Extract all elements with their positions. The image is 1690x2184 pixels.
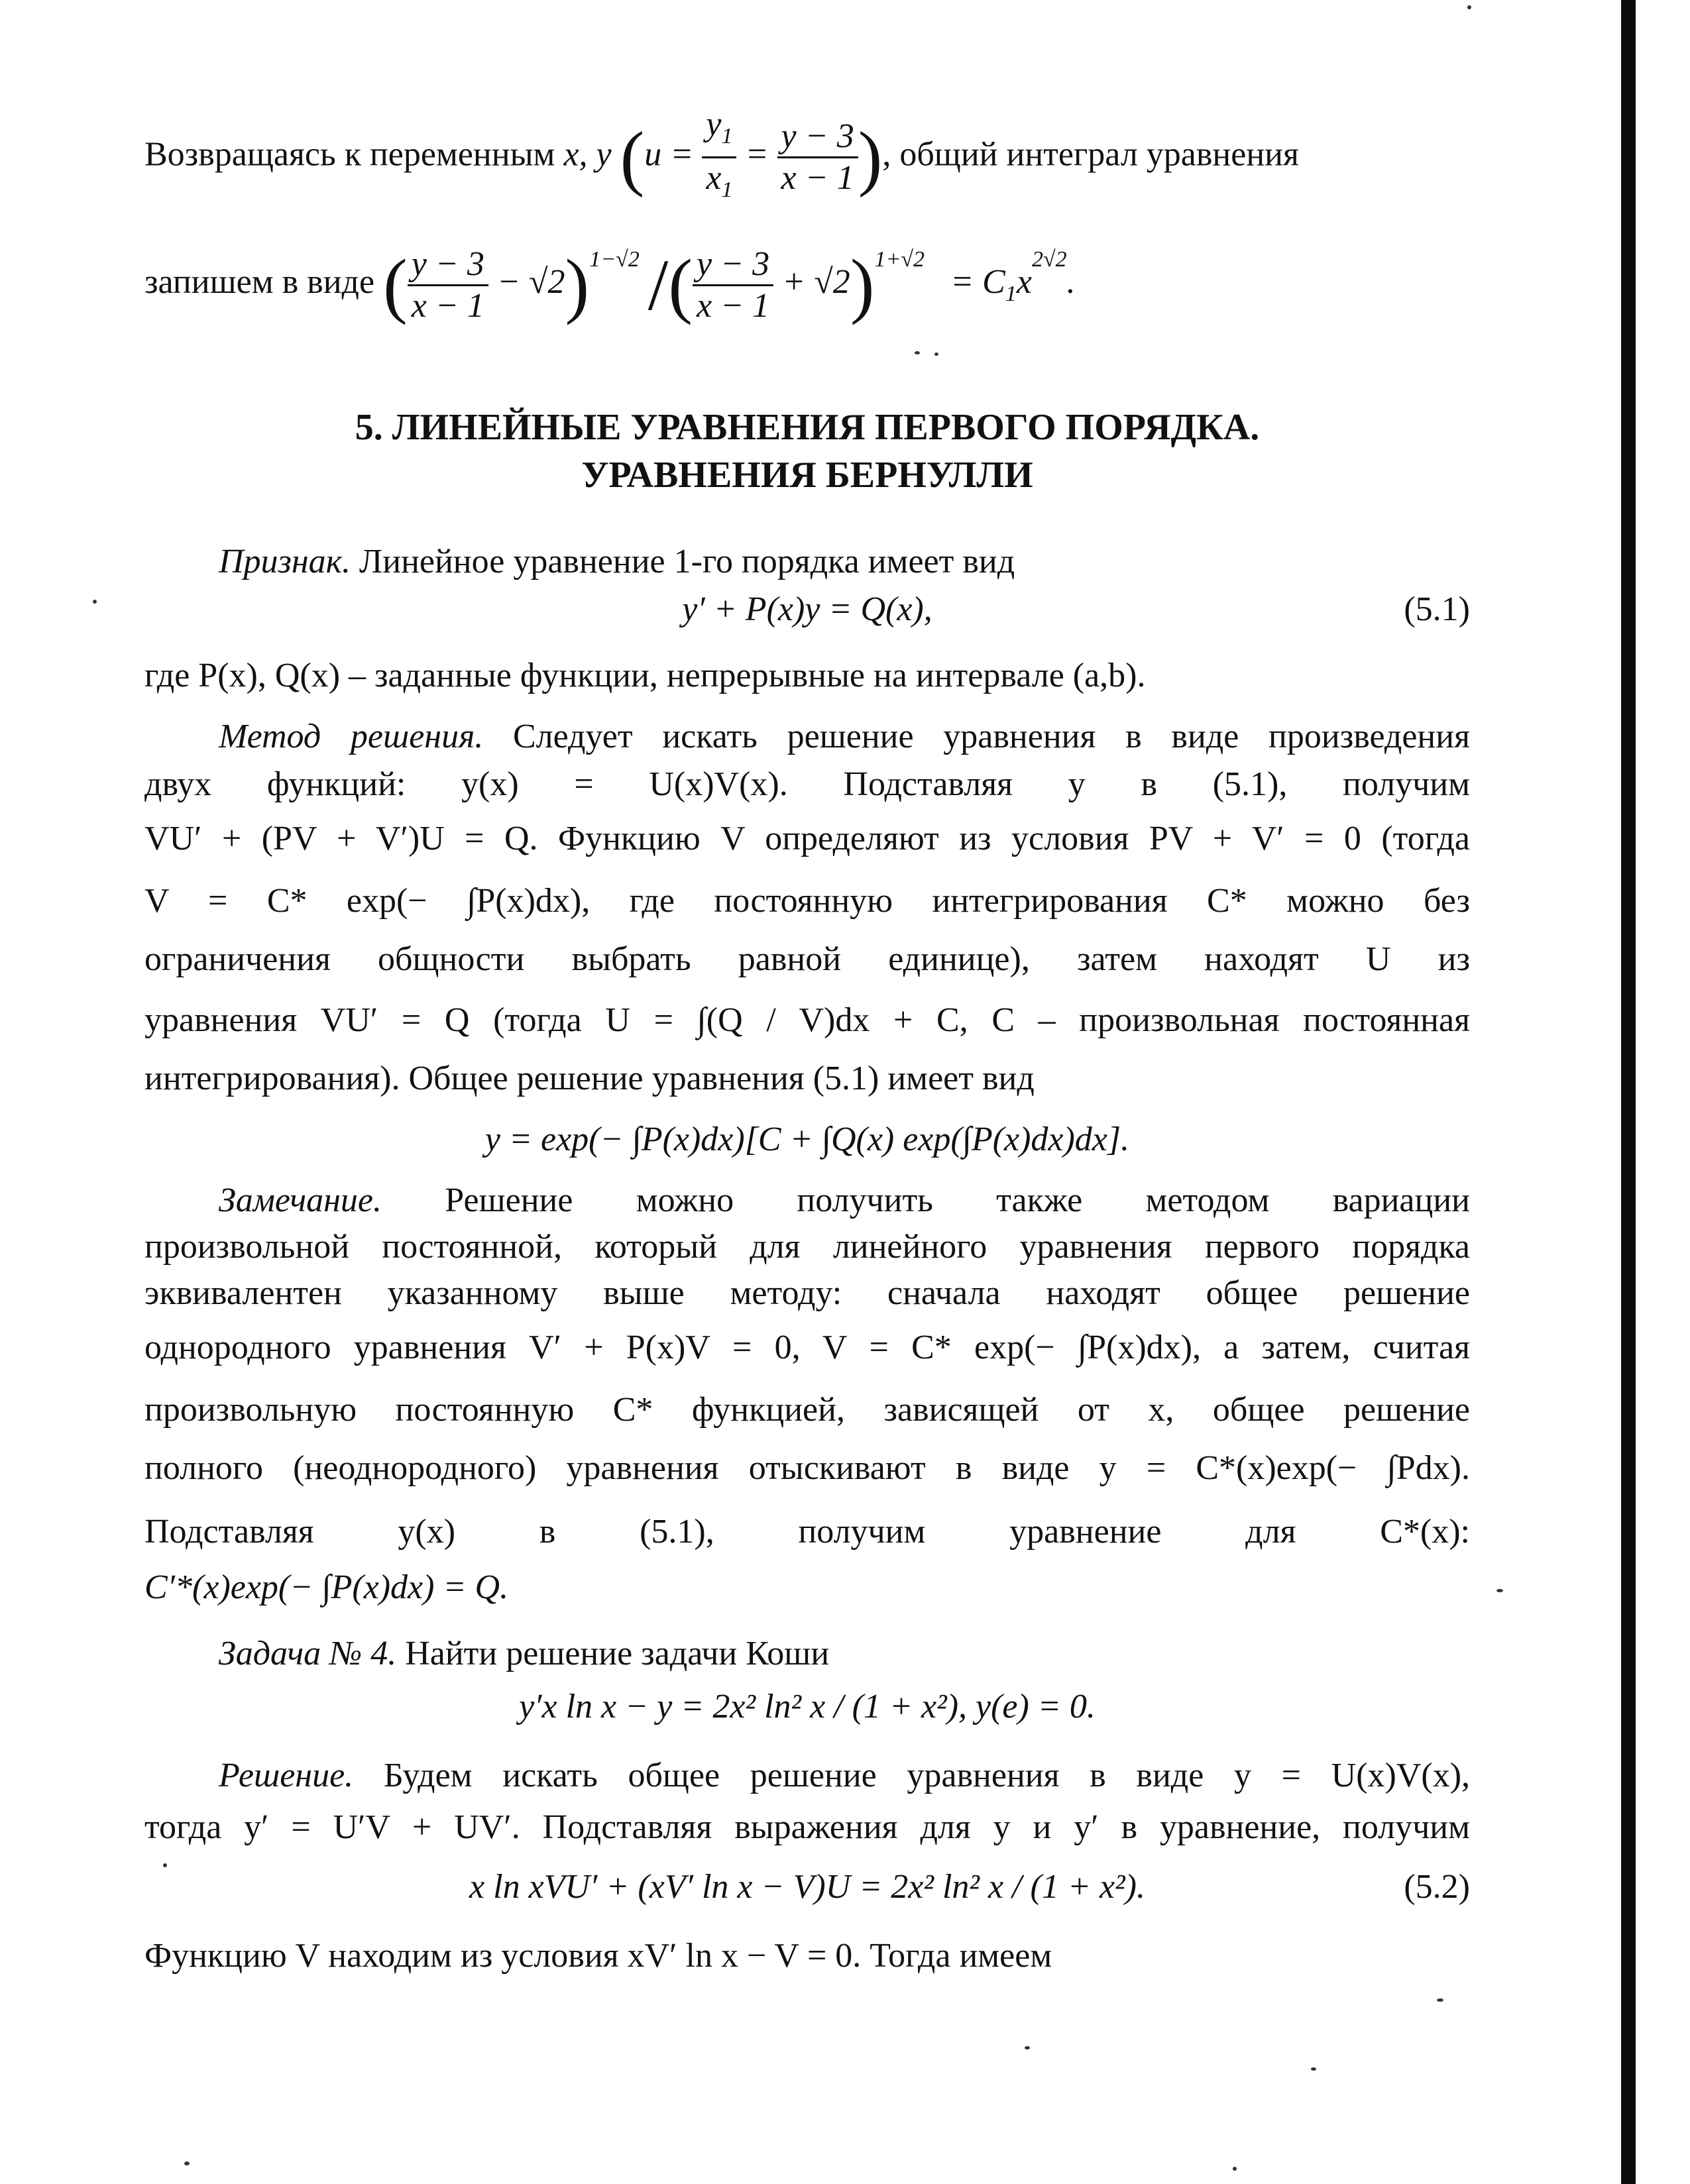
last-line: Функцию V находим из условия xV′ ln x − V = 0. Тогда имеем — [144, 1937, 1052, 1975]
method-line-3: VU′ + (PV + V′)U = Q. Функцию V определяют из условия PV + V′ = 0 (тогда — [144, 820, 1470, 857]
intro-line-2: запишем в виде ( $\frac{y - 3}{x - 1}$ − √2)$^{1-√2}$ /( $\frac{y - 3}{x - 1}$ + $√2)^{1+√2} = C_1x^{2√2}$. — [144, 245, 1076, 326]
equation-number-5-2: (5.2) — [1404, 1868, 1470, 1906]
intro-line-1: Возвращаясь к переменным x, y (u = $\frac{y_1}{x_1}$ = $\frac{y - 3}{x - 1}$ ), общий интеграл уравнения — [144, 105, 1470, 210]
scan-speck — [934, 353, 938, 356]
remark-line-3: эквивалентен указанному выше методу: сначала находят общее решение — [144, 1274, 1470, 1312]
fraction-y3-x1: $\frac{y - 3}{x - 1}$ — [408, 245, 488, 326]
scan-speck — [93, 600, 97, 604]
equation-number-5-1: (5.1) — [1404, 590, 1470, 628]
equation-5-2-row — [144, 1867, 1470, 1907]
solution-text-1: Будем искать общее решение уравнения в виде y = U(x)V(x), — [383, 1757, 1471, 1794]
method-label: Метод решения. — [219, 718, 484, 755]
intro-text-right: , общий интеграл уравнения — [882, 135, 1299, 174]
remark-line-6: полного (неоднородного) уравнения отыскивают в виде y = C*(x)exp(− ∫Pdx). — [144, 1449, 1470, 1487]
fraction-y3-x1-b: $\frac{y - 3}{x - 1}$ — [693, 245, 773, 326]
remark-label: Замечание. — [219, 1181, 382, 1219]
remark-line-7: Подставляя y(x) в (5.1), получим уравнение для C*(x): — [144, 1513, 1470, 1551]
scan-speck — [1467, 5, 1471, 9]
task-text: Найти решение задачи Коши — [405, 1635, 830, 1672]
scan-speck — [1496, 1589, 1503, 1592]
solution-line-2: тогда y′ = U′V + UV′. Подставляя выражения для y и y′ в уравнение, получим — [144, 1808, 1470, 1846]
where-line: где P(x), Q(x) – заданные функции, непрерывные на интервале (a,b). — [144, 657, 1146, 694]
priznak-text: Линейное уравнение 1-го порядка имеет вид — [359, 543, 1015, 580]
section-title-line-2: УРАВНЕНИЯ БЕРНУЛЛИ — [581, 455, 1033, 496]
fraction-y1-x1: $\frac{y_1}{x_1}$ — [702, 105, 736, 210]
intro-text-left: Возвращаясь к переменным — [144, 135, 555, 174]
var-u: u = — [644, 135, 694, 174]
scan-speck — [1437, 1998, 1443, 2002]
scan-speck — [184, 2161, 190, 2165]
general-integral-rhs: = $C_1x^{2√2}$. — [933, 247, 1076, 306]
scan-border — [1621, 0, 1636, 2184]
scan-speck — [1311, 2067, 1316, 2071]
method-line-4: V = C* exp(− ∫P(x)dx), где постоянную интегрирования C* можно без — [144, 882, 1470, 920]
priznak-label: Признак. — [219, 543, 351, 580]
priznak-line — [219, 542, 1470, 582]
scan-speck — [1233, 2167, 1237, 2171]
equation-5-2: x ln xVU′ + (xV′ ln x − V)U = 2x² ln² x / (1 + x²). — [469, 1868, 1145, 1906]
method-text-1: Следует искать решение уравнения в виде произведения — [513, 718, 1471, 755]
paren-close: ) — [858, 117, 883, 198]
task-label: Задача № 4. — [219, 1635, 397, 1672]
remark-line-5: произвольную постоянную C* функцией, зависящей от x, общее решение — [144, 1391, 1470, 1429]
equation-5-1: y′ + P(x)y = Q(x), — [682, 590, 932, 628]
method-line-1 — [219, 717, 1470, 757]
method-line-7: интегрирования). Общее решение уравнения (5.1) имеет вид — [144, 1060, 1035, 1097]
scan-speck — [915, 351, 920, 355]
paren-open: ( — [620, 117, 645, 198]
equation-5-1-row — [144, 590, 1470, 629]
scan-speck — [1025, 2046, 1030, 2049]
method-line-2: двух функций: y(x) = U(x)V(x). Подставляя y в (5.1), получим — [144, 765, 1470, 803]
remark-line-4: однородного уравнения V′ + P(x)V = 0, V = C* exp(− ∫P(x)dx), а затем, считая — [144, 1329, 1470, 1366]
method-line-5: ограничения общности выбрать равной единице), затем находят U из — [144, 940, 1470, 978]
remark-line-2: произвольной постоянной, который для линейного уравнения первого порядка — [144, 1228, 1470, 1266]
general-solution-formula: y = exp(− ∫P(x)dx)[C + ∫Q(x) exp(∫P(x)dx)dx]. — [484, 1120, 1130, 1158]
intro-variables: x, y — [563, 135, 612, 174]
section-title-line-1: 5. ЛИНЕЙНЫЕ УРАВНЕНИЯ ПЕРВОГО ПОРЯДКА. — [355, 407, 1260, 448]
intro-text-2: запишем в виде — [144, 263, 375, 301]
solution-line-1 — [219, 1756, 1470, 1796]
task-line — [219, 1634, 1470, 1674]
method-line-6: уравнения VU′ = Q (тогда U = ∫(Q / V)dx + C, C – произвольная постоянная — [144, 1001, 1470, 1039]
solution-label: Решение. — [219, 1757, 354, 1794]
remark-line-1 — [219, 1181, 1470, 1221]
remark-line-8: C′*(x)exp(− ∫P(x)dx) = Q. — [144, 1568, 509, 1606]
fraction-substitution: $\frac{y - 3}{x - 1}$ — [777, 117, 858, 198]
task-equation: y′x ln x − y = 2x² ln² x / (1 + x²), y(e) = 0. — [519, 1688, 1096, 1725]
remark-text-1: Решение можно получить также методом вариации — [445, 1181, 1470, 1219]
